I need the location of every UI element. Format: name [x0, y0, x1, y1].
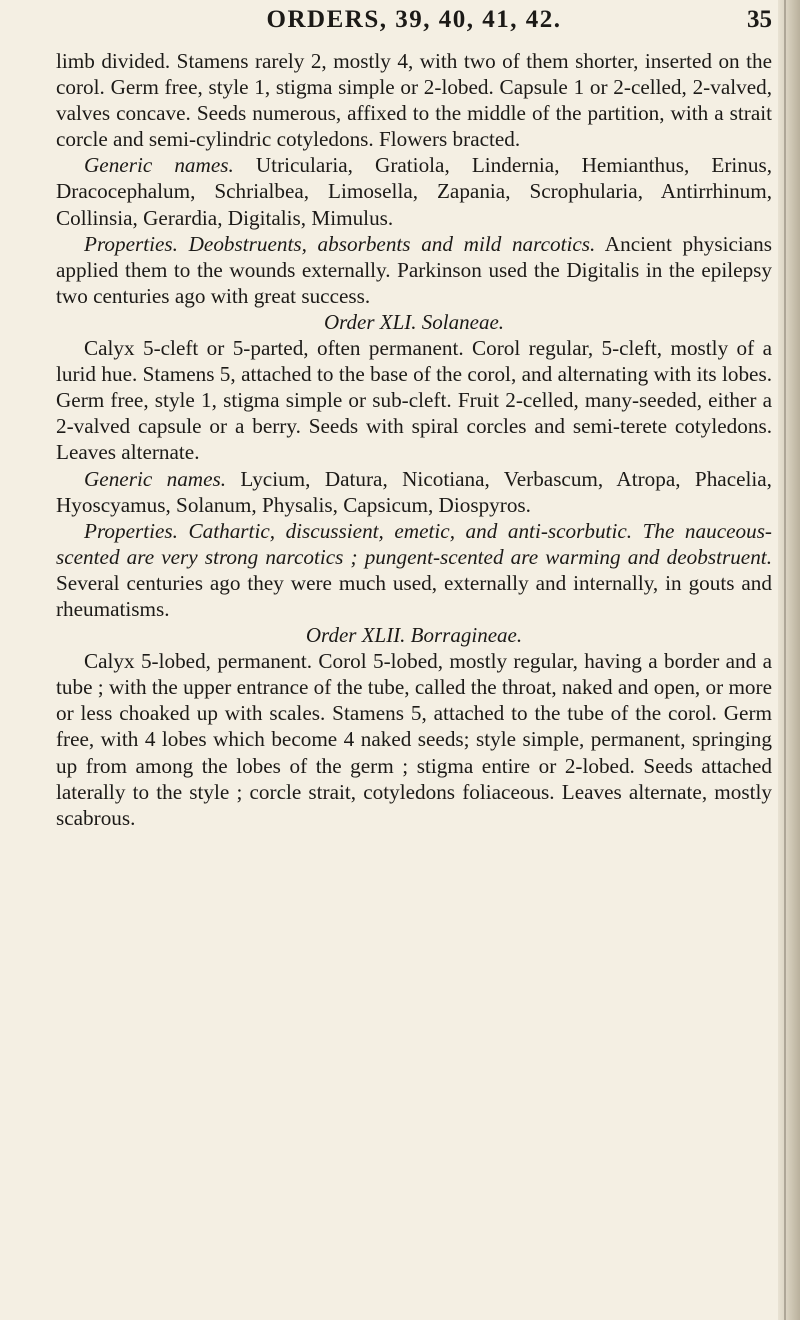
- body-text: [56, 48, 772, 831]
- properties-label: Properties. Deobstruents, absorbents and mild narcotics.: [84, 231, 596, 256]
- generic-names-list: Utricularia, Gratiola, Lindernia, Hemianthus, Erinus, Dracocephalum, Schrialbea, Limosella, Zapania, Scrophularia, Antirrhinum, Collinsia, Gerardia, Digitalis, Mimulus.: [56, 153, 772, 230]
- paragraph-text: Calyx 5-lobed, permanent. Corol 5-lobed, mostly regular, having a border and a tube ; with the upper entrance of the tube, called the throat, naked and open, or more or less choaked up with scales. Stamens 5, attached to the tube of the corol. Germ free, with 4 lobes which become 4 naked seeds; style simple, permanent, springing up from among the lobes of the germ ; stigma entire or 2-lobed. Seeds attached laterally to the style ; corcle strait, cotyledons foliaceous. Leaves alternate, mostly scabrous.: [56, 649, 772, 830]
- properties-text: Several centuries ago they were much used, externally and internally, in gouts and rheumatisms.: [56, 570, 772, 621]
- generic-names-list: Lycium, Datura, Nicotiana, Verbascum, Atropa, Phacelia, Hyoscyamus, Solanum, Physalis, Capsicum, Diospyros.: [56, 466, 772, 517]
- page-header: [56, 6, 772, 46]
- generic-names-label: Generic names.: [84, 153, 234, 178]
- paragraph-properties-41: [56, 518, 772, 622]
- page-binding-line: [784, 0, 786, 1320]
- paragraph-properties-40: [56, 231, 772, 309]
- order-42-heading: Order XLII. Borragineae.: [305, 623, 523, 648]
- paragraph-order-42-description: [56, 648, 772, 831]
- paragraph-text: Calyx 5-cleft or 5-parted, often permanent. Corol regular, 5-cleft, mostly of a lurid hue. Stamens 5, attached to the base of the corol, and alternating with its lobes. Germ free, style 1, stigma simple or sub-cleft. Fruit 2-celled, many-seeded, either a 2-valved capsule or a berry. Seeds with spiral corcles and semi-terete cotyledons. Leaves alternate.: [56, 336, 772, 465]
- running-head: ORDERS, 39, 40, 41, 42.: [266, 6, 562, 33]
- generic-names-label: Generic names.: [84, 466, 227, 491]
- page-binding-edge: [778, 0, 800, 1320]
- page-number: 35: [747, 6, 772, 33]
- paragraph-order-40-description: [56, 48, 772, 152]
- order-41-heading: Order XLI. Solaneae.: [323, 309, 505, 334]
- properties-label: Properties. Cathartic, discussient, emetic, and anti-scorbutic. The nauceous-scented are very strong narcotics ; pungent-scented are warming and deobstruent.: [56, 518, 772, 569]
- paragraph-order-41-description: [56, 335, 772, 465]
- paragraph-generic-names-41: [56, 466, 772, 518]
- paragraph-generic-names-40: [56, 152, 772, 230]
- paragraph-text: limb divided. Stamens rarely 2, mostly 4, with two of them shorter, inserted on the corol. Germ free, style 1, stigma simple or 2-lobed. Capsule 1 or 2-celled, 2-valved, valves concave. Seeds numerous, affixed to the middle of the partition, with a strait corcle and semi-cylindric cotyledons. Flowers bracted.: [56, 49, 772, 152]
- properties-text: Ancient physicians applied them to the wounds externally. Parkinson used the Digitalis in the epilepsy two centuries ago with great success.: [56, 231, 772, 308]
